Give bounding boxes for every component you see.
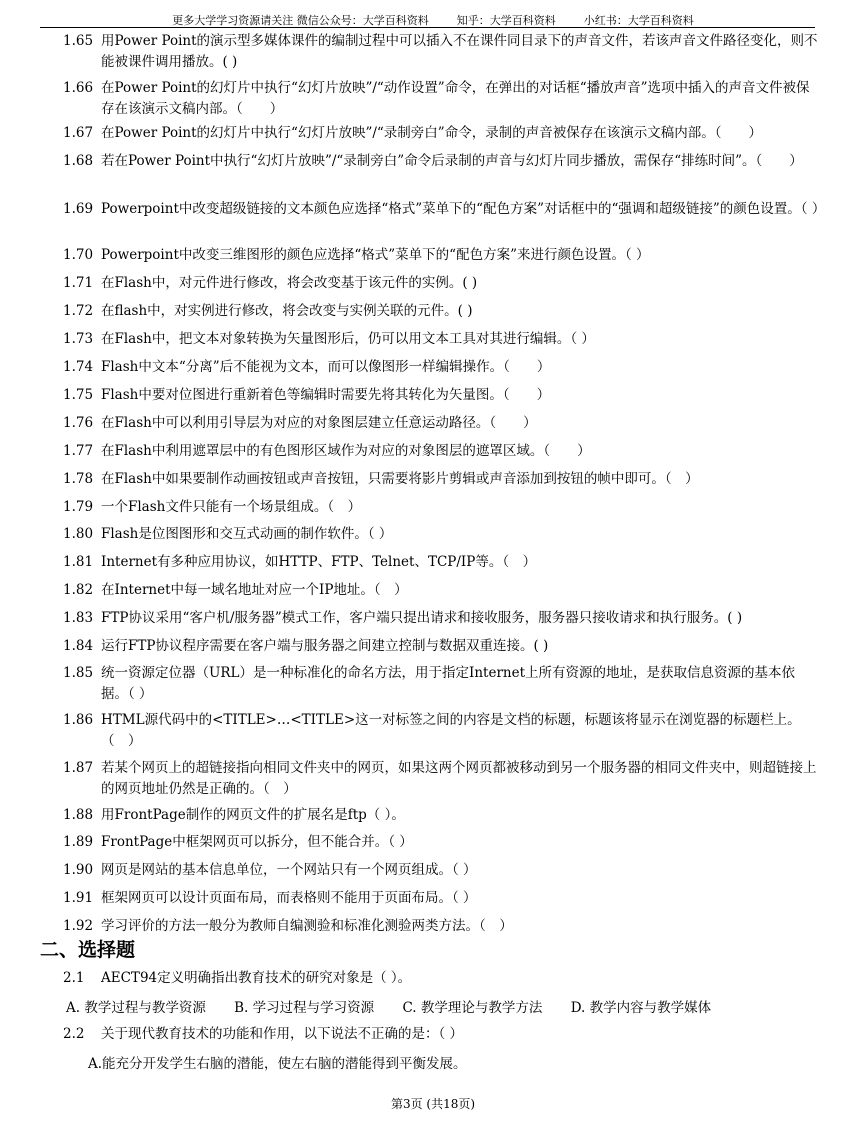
question-text: FTP协议采用“客户机/服务器”模式工作，客户端只提出请求和接收服务，服务器只接收请求和执行服务。( ) (101, 610, 743, 626)
question-text: FrontPage中框架网页可以拆分，但不能合并。（ ） (101, 834, 413, 850)
header-rule (40, 27, 815, 28)
question-text: HTML源代码中的<TITLE>…<TITLE>这一对标签之间的内容是文档的标题，标题该将显示在浏览器的标题栏上。（ ） (101, 712, 801, 749)
question-text: Flash中文本“分离”后不能视为文本，而可以像图形一样编辑操作。（ ） (101, 359, 551, 375)
question-item (63, 916, 821, 937)
section-title: 二、选择题 (40, 939, 136, 961)
question-number: 1.77 (63, 443, 94, 459)
question-number: 1.81 (63, 554, 94, 570)
question-item (63, 151, 821, 172)
question-text: 在Flash中利用遮罩层中的有色图形区域作为对应的对象图层的遮罩区域。（ ） (101, 443, 591, 459)
question-text: 运行FTP协议程序需要在客户端与服务器之间建立控制与数据双重连接。( ) (101, 638, 549, 654)
question-item (63, 469, 821, 490)
question-text: 若在Power Point中执行“幻灯片放映”/“录制旁白”命令后录制的声音与幻灯片同步播放，需保存“排练时间”。（ ） (101, 153, 803, 169)
question-number: 1.78 (63, 471, 94, 487)
question-item (63, 199, 826, 220)
question-item (63, 758, 821, 800)
question-text: 在Flash中可以利用引导层为对应的对象图层建立任意运动路径。（ ） (101, 415, 537, 431)
question-number: 1.82 (63, 582, 94, 598)
question-number: 1.85 (63, 665, 94, 681)
question-number: 1.68 (63, 153, 94, 169)
question-number: 2.1 (63, 970, 85, 986)
question-number: 1.87 (63, 760, 94, 776)
question-item (63, 31, 821, 73)
question-number: 1.80 (63, 526, 94, 542)
question-number: 1.89 (63, 834, 94, 850)
question-number: 2.2 (63, 1026, 85, 1042)
question-text: 一个Flash文件只能有一个场景组成。（ ） (101, 499, 362, 515)
question-item (63, 357, 821, 378)
question-text: 在Power Point的幻灯片中执行“幻灯片放映”/“动作设置”命令，在弹出的对话框“播放声音”选项中插入的声音文件被保存在该演示文稿内部。（ ） (101, 80, 810, 117)
option-d: D. 教学内容与教学媒体 (570, 1000, 712, 1016)
page-footer: 第3页 (共18页) (390, 1097, 476, 1111)
question-item (63, 1024, 821, 1045)
question-number: 1.88 (63, 807, 94, 823)
question-text: AECT94定义明确指出教育技术的研究对象是（ ）。 (101, 970, 412, 986)
option-b: B. 学习过程与学习资源 (234, 1000, 375, 1016)
question-text: 用FrontPage制作的网页文件的扩展名是ftp（ ）。 (101, 807, 405, 823)
question-number: 1.84 (63, 638, 94, 654)
question-item (63, 608, 821, 629)
question-item (63, 636, 821, 657)
question-text: Powerpoint中改变超级链接的文本颜色应选择“格式”菜单下的“配色方案”对话框中的“强调和超级链接”的颜色设置。（ ） (101, 201, 826, 217)
question-number: 1.75 (63, 387, 94, 403)
question-item (63, 301, 821, 322)
option-a: A.能充分开发学生右脑的潜能，使左右脑的潜能得到平衡发展。 (88, 1056, 467, 1072)
question-item (63, 497, 821, 518)
question-text: 用Power Point的演示型多媒体课件的编制过程中可以插入不在课件同目录下的声音文件，若该声音文件路径变化，则不能被课件调用播放。( ) (101, 33, 818, 70)
question-text: 在Internet中每一域名地址对应一个IP地址。（ ） (101, 582, 408, 598)
question-number: 1.76 (63, 415, 94, 431)
question-item (63, 123, 821, 144)
question-item (63, 245, 821, 266)
question-text: 若某个网页上的超链接指向相同文件夹中的网页，如果这两个网页都被移动到另一个服务器的相同文件夹中，则超链接上的网页地址仍然是正确的。（ ） (101, 760, 817, 797)
question-number: 1.83 (63, 610, 94, 626)
question-item (63, 888, 821, 909)
question-number: 1.71 (63, 275, 94, 291)
question-item (63, 580, 821, 601)
question-text: Flash中要对位图进行重新着色等编辑时需要先将其转化为矢量图。（ ） (101, 387, 551, 403)
question-number: 1.73 (63, 331, 94, 347)
question-number: 1.65 (63, 33, 94, 49)
question-text: 在Flash中如果要制作动画按钮或声音按钮，只需要将影片剪辑或声音添加到按钮的帧中即可。（ ） (101, 471, 699, 487)
question-text: 框架网页可以设计页面布局，而表格则不能用于页面布局。（ ） (101, 890, 477, 906)
question-text: 网页是网站的基本信息单位，一个网站只有一个网页组成。（ ） (101, 862, 477, 878)
question-number: 1.70 (63, 247, 94, 263)
question-text: 统一资源定位器（URL）是一种标准化的命名方法，用于指定Internet上所有资源的地址，是获取信息资源的基本依据。（ ） (101, 665, 796, 702)
question-number: 1.74 (63, 359, 94, 375)
page-header: 更多大学学习资源请关注 微信公众号：大学百科资料 知乎：大学百科资料 小红书：大学百科资料 (172, 14, 694, 27)
question-item (63, 860, 821, 881)
option-c: C. 教学理论与教学方法 (402, 1000, 543, 1016)
question-item (63, 552, 821, 573)
question-number: 1.67 (63, 125, 94, 141)
question-item (63, 329, 821, 350)
question-text: 在Flash中，对元件进行修改，将会改变基于该元件的实例。( ) (101, 275, 478, 291)
question-item (63, 273, 821, 294)
question-item (63, 441, 821, 462)
question-item (63, 524, 821, 545)
question-item (63, 805, 821, 826)
question-number: 1.92 (63, 918, 94, 934)
question-text: Internet有多种应用协议，如HTTP、FTP、Telnet、TCP/IP等。（ ） (101, 554, 537, 570)
question-number: 1.91 (63, 890, 94, 906)
question-item (63, 385, 821, 406)
option-a: A. 教学过程与教学资源 (66, 1000, 206, 1016)
question-number: 1.72 (63, 303, 94, 319)
question-number: 1.90 (63, 862, 94, 878)
question-number: 1.66 (63, 80, 94, 96)
question-text: 在Power Point的幻灯片中执行“幻灯片放映”/“录制旁白”命令，录制的声音被保存在该演示文稿内部。（ ） (101, 125, 762, 141)
question-text: 在Flash中，把文本对象转换为矢量图形后，仍可以用文本工具对其进行编辑。（ ） (101, 331, 595, 347)
question-item (63, 710, 821, 752)
question-item (63, 832, 821, 853)
question-item (63, 968, 821, 989)
question-text: Powerpoint中改变三维图形的颜色应选择“格式”菜单下的“配色方案”来进行颜色设置。（ ） (101, 247, 650, 263)
question-item (63, 663, 821, 705)
question-number: 1.79 (63, 499, 94, 515)
question-number: 1.69 (63, 201, 94, 217)
question-text: 关于现代教育技术的功能和作用，以下说法不正确的是：（ ） (101, 1026, 464, 1042)
question-item (63, 78, 821, 120)
question-text: 在flash中，对实例进行修改，将会改变与实例关联的元件。( ) (101, 303, 473, 319)
question-text: Flash是位图图形和交互式动画的制作软件。（ ） (101, 526, 393, 542)
answer-options (66, 996, 735, 1016)
question-number: 1.86 (63, 712, 94, 728)
question-item (63, 413, 821, 434)
question-text: 学习评价的方法一般分为教师自编测验和标准化测验两类方法。（ ） (101, 918, 513, 934)
